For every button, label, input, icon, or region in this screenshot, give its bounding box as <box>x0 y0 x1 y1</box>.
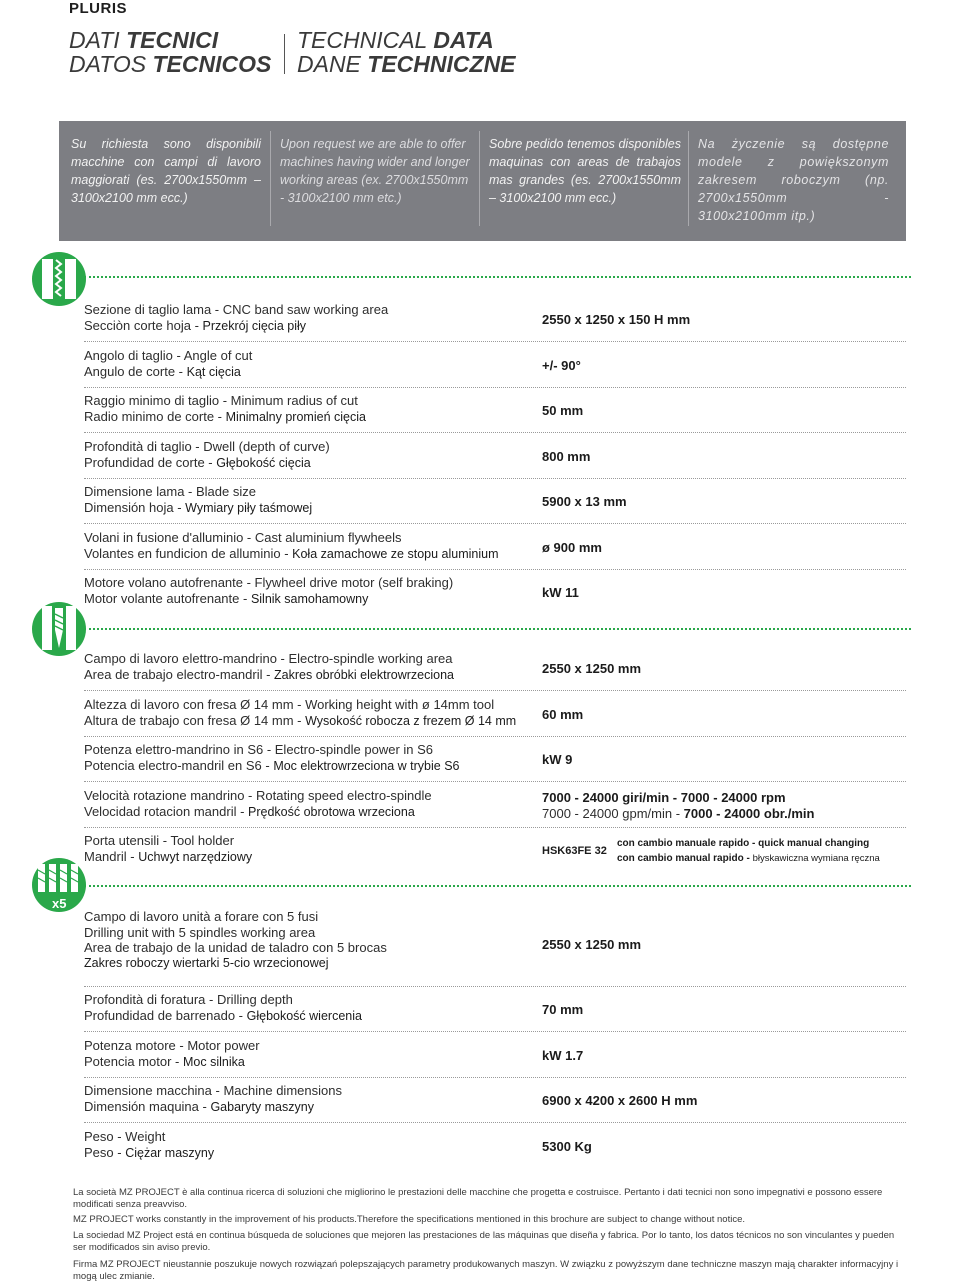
spec-label-line1: Dimensione macchina - Machine dimensions <box>84 1083 342 1098</box>
row-separator <box>84 478 906 479</box>
spec-value: 5900 x 13 mm <box>542 494 627 509</box>
spec-label-pl: Gabaryty maszyny <box>210 1099 314 1114</box>
notice-pl: Na życzenie są dostępne modele z powiększonym zakresem roboczym (np. 2700x1550mm - 3100x2100mm itp.) <box>698 137 889 223</box>
spec-label-line2 <box>84 409 366 426</box>
spec-label <box>84 788 432 820</box>
spec-label-es: Motor volante autofrenante - <box>84 590 251 606</box>
spec-note-es: con cambio manual rapido - <box>617 853 753 864</box>
title-es: DATOS TECNICOS <box>69 51 272 77</box>
spec-value: HSK63FE 32 <box>542 845 607 857</box>
row-separator <box>84 827 906 828</box>
spec-value: kW 11 <box>542 585 579 600</box>
spec-label-pl: Wymiary piły taśmowej <box>185 500 313 515</box>
spec-label-pl: Moc elektrowrzeciona w trybie S6 <box>273 758 460 773</box>
band-saw-icon <box>30 250 88 313</box>
spec-label <box>84 1083 342 1115</box>
title-pl: DANE TECHNICZNE <box>297 51 516 77</box>
row-separator <box>84 387 906 388</box>
row-separator <box>84 1031 906 1032</box>
spec-label-line2 <box>84 364 252 381</box>
brand-name: PLURIS <box>69 0 128 17</box>
spec-label-pl: Moc silnika <box>183 1054 245 1069</box>
spec-label-line1: Motore volano autofrenante - Flywheel drive motor (self braking) <box>84 575 454 590</box>
spec-label-es: Peso - <box>84 1144 126 1160</box>
spec-value-line2 <box>542 806 814 822</box>
spec-label-line1: Potenza motore - Motor power <box>84 1038 260 1053</box>
spec-label-pl: Silnik samohamowny <box>250 591 369 606</box>
spec-label-line2 <box>84 546 499 563</box>
router-bit-icon <box>30 600 88 663</box>
spec-label-pl: Ciężar maszyny <box>125 1145 215 1160</box>
spec-label <box>84 833 252 865</box>
spec-label-es: Dimensión hoja - <box>84 499 186 515</box>
spec-label <box>84 992 362 1024</box>
notice-divider <box>688 131 689 226</box>
spec-label-line2 <box>84 455 330 472</box>
spec-label-line1: Dimensione lama - Blade size <box>84 484 256 499</box>
spec-value: ø 900 mm <box>542 540 602 555</box>
spec-label-line1: Raggio minimo di taglio - Minimum radius of cut <box>84 393 358 408</box>
spec-value-pl: 7000 - 24000 obr./min <box>683 806 815 821</box>
spec-label-es: Profundidad de corte - <box>84 454 217 470</box>
spec-value: 2550 x 1250 mm <box>542 661 642 676</box>
spec-label <box>84 393 366 425</box>
row-separator <box>84 986 906 987</box>
spec-label-pl: Prędkość obrotowa wrzeciona <box>248 804 415 819</box>
title-it: DATI TECNICI <box>69 27 219 53</box>
spec-label-es: Angulo de corte - <box>84 363 187 379</box>
spec-label <box>84 575 453 607</box>
spec-label-es: Profundidad de barrenado - <box>84 1007 247 1023</box>
spec-value: 2550 x 1250 x 150 H mm <box>542 312 691 327</box>
spec-value: kW 9 <box>542 752 573 767</box>
spec-label <box>84 1038 260 1070</box>
spec-label-es: Dimensión maquina - <box>84 1098 211 1114</box>
row-separator <box>84 569 906 570</box>
notice-divider <box>270 131 271 226</box>
spec-note <box>617 852 880 866</box>
spec-label-pl: Uchwyt narzędziowy <box>138 849 253 864</box>
spec-label-pl: Kąt cięcia <box>186 364 241 379</box>
spec-label-line: Campo di lavoro unità a forare con 5 fusi <box>84 909 319 924</box>
title-divider <box>284 34 285 74</box>
spec-label <box>84 302 388 334</box>
spec-label-line1: Angolo di taglio - Angle of cut <box>84 348 253 363</box>
spec-label-line1: Porta utensili - Tool holder <box>84 833 235 848</box>
spec-label-line1: Profondità di foratura - Drilling depth <box>84 992 293 1007</box>
spec-label-line2 <box>84 804 432 821</box>
section-divider <box>84 276 911 278</box>
spec-label-line2 <box>84 500 312 517</box>
spec-label-es: Velocidad rotacion mandril - <box>84 803 249 819</box>
spec-label <box>84 439 330 471</box>
spec-value: kW 1.7 <box>542 1048 584 1063</box>
spec-label-line1: Potenza elettro-mandrino in S6 - Electro-spindle power in S6 <box>84 742 434 757</box>
spec-label-pl: Zakres roboczy wiertarki 5-cio wrzecionowej <box>84 955 329 970</box>
title-en: TECHNICAL DATA <box>297 27 494 53</box>
spec-label-line1: Profondità di taglio - Dwell (depth of curve) <box>84 439 330 454</box>
spec-value: +/- 90° <box>542 358 581 373</box>
spec-label-line: Area de trabajo de la unidad de taladro con 5 brocas <box>84 940 387 955</box>
spec-label-es: Radio minimo de corte - <box>84 408 226 424</box>
spec-label-es: Area de trabajo electro-mandril - <box>84 666 275 682</box>
spec-label-pl: Minimalny promień cięcia <box>225 409 366 424</box>
notice-it: Su richiesta sono disponibili macchine con campi di lavoro maggiorati (es. 2700x1550mm – 3100x2100 mm ecc.) <box>71 137 261 205</box>
spec-label-line2 <box>84 318 388 335</box>
row-separator <box>84 432 906 433</box>
spec-label-pl: Wysokość robocza z frezem Ø 14 mm <box>305 713 517 728</box>
row-separator <box>84 1122 906 1123</box>
row-separator <box>84 781 906 782</box>
spec-label <box>84 530 499 562</box>
spec-value-es: 7000 - 24000 gpm/min - <box>542 806 684 821</box>
spec-label-line2 <box>84 758 460 775</box>
spec-value: 60 mm <box>542 707 584 722</box>
spec-label-line1: Sezione di taglio lama - CNC band saw working area <box>84 302 389 317</box>
spec-value: 70 mm <box>542 1002 584 1017</box>
row-separator <box>84 523 906 524</box>
footer-note-it: La società MZ PROJECT è alla continua ricerca di soluzioni che migliorino le prestazioni delle macchine che progetta e costruisce. Pertanto i dati tecnici non sono impegnativi e possono essere modificati senza preavviso. <box>73 1187 883 1210</box>
spec-note: con cambio manuale rapido - quick manual changing <box>617 838 870 849</box>
spec-label-line2 <box>84 591 453 608</box>
section-divider <box>84 885 911 887</box>
spec-label <box>84 697 516 729</box>
notice-panel <box>59 121 906 241</box>
spec-label-pl: Głębokość wiercenia <box>246 1008 362 1023</box>
spec-label-line2 <box>84 849 252 866</box>
spec-label-line1: Volani in fusione d'alluminio - Cast aluminium flywheels <box>84 530 402 545</box>
spec-label <box>84 651 454 683</box>
spec-label-line1: Velocità rotazione mandrino - Rotating speed electro-spindle <box>84 788 432 803</box>
row-separator <box>84 690 906 691</box>
footer-note-pl: Firma MZ PROJECT nieustannie poszukuje nowych rozwiązań polepszających parametry produkowanych maszyn. W związku z powyższym dane techniczne maszyn mają charakter informacyjny i mogą ulec zmianie. <box>73 1259 899 1282</box>
spec-label <box>84 1129 214 1161</box>
spec-label-line2 <box>84 1099 342 1116</box>
notice-divider <box>479 131 480 226</box>
five-drills-icon <box>30 856 88 919</box>
spec-value: 50 mm <box>542 403 584 418</box>
spec-label <box>84 742 460 774</box>
spec-label-line2 <box>84 1008 362 1025</box>
spec-label-es: Secciòn corte hoja - <box>84 317 203 333</box>
row-separator <box>84 1077 906 1078</box>
spec-label <box>84 348 252 380</box>
spec-label-pl: Zakres obróbki elektrowrzeciona <box>274 667 454 682</box>
spec-label-pl: Przekrój cięcia piły <box>202 318 307 333</box>
notice-es: Sobre pedido tenemos disponibles maquinas con areas de trabajos mas grandes (es. 2700x1550mm – 3100x2100 mm ecc.) <box>489 137 681 205</box>
spec-value: 5300 Kg <box>542 1139 592 1154</box>
spec-label-es: Mandril - <box>84 848 139 864</box>
spec-label-line2 <box>84 713 516 730</box>
drill-count-label: x5 <box>52 896 67 911</box>
footer-note-en: MZ PROJECT works constantly in the improvement of his products.Therefore the specifications mentioned in this brochure are subject to change without notice. <box>73 1214 746 1225</box>
spec-label-line: Drilling unit with 5 spindles working area <box>84 924 316 940</box>
spec-value: 2550 x 1250 mm <box>542 937 642 952</box>
section-divider <box>84 628 911 630</box>
footer-note-es: La sociedad MZ Project está en continua búsqueda de soluciones que mejoren las prestaciones de las máquinas que diseña y fabrica. Por lo tanto, los datos técnicos no son vinculantes y pueden ser modificados sin aviso previo. <box>73 1230 895 1253</box>
spec-label-line2 <box>84 667 454 684</box>
spec-label-line1: Campo di lavoro elettro-mandrino - Electro-spindle working area <box>84 651 453 666</box>
spec-note-pl: błyskawiczna wymiana ręczna <box>752 853 880 864</box>
spec-value: 800 mm <box>542 449 591 464</box>
spec-label-pl: Koła zamachowe ze stopu aluminium <box>292 546 499 561</box>
spec-label-line1: Peso - Weight <box>84 1129 166 1144</box>
spec-value: 7000 - 24000 giri/min - 7000 - 24000 rpm <box>542 790 786 805</box>
row-separator <box>84 736 906 737</box>
spec-label-es: Potencia motor - <box>84 1053 183 1069</box>
notice-en: Upon request we are able to offer machines having wider and longer working areas (ex. 2700x1550mm - 3100x2100 mm etc.) <box>280 137 470 205</box>
spec-label-es: Altura de trabajo con fresa Ø 14 mm - <box>84 712 306 728</box>
spec-label-pl: Głębokość cięcia <box>216 455 311 470</box>
spec-label <box>84 484 312 516</box>
spec-label-line2 <box>84 1145 214 1162</box>
row-separator <box>84 341 906 342</box>
spec-label-line2 <box>84 1054 260 1071</box>
spec-label-line1: Altezza di lavoro con fresa Ø 14 mm - Working height with ø 14mm tool <box>84 697 495 712</box>
spec-label-es: Volantes en fundicion de alluminio - <box>84 545 293 561</box>
spec-label <box>84 909 387 971</box>
spec-value: 6900 x 4200 x 2600 H mm <box>542 1093 698 1108</box>
spec-label-es: Potencia electro-mandril en S6 - <box>84 757 274 773</box>
